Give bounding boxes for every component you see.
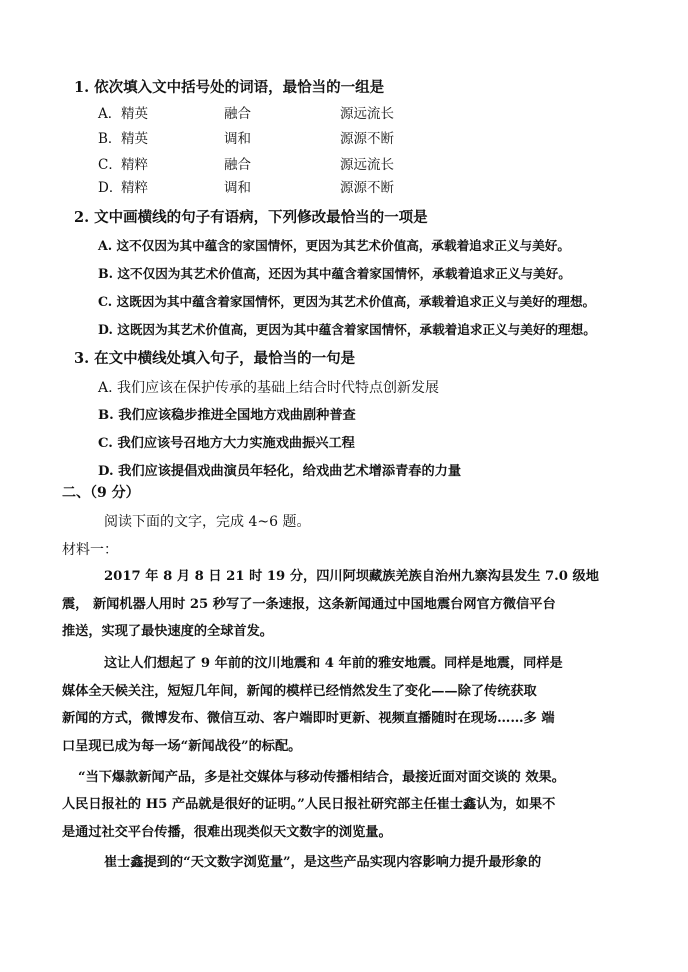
- q2-option-d: D. 这既因为其艺术价值高，更因为其中蕴含着家国情怀，承载着追求正义与美好的理想。: [98, 322, 596, 337]
- q3-option-b: B. 我们应该稳步推进全国地方戏曲剧种普查: [98, 408, 356, 423]
- section-heading: 二、（9 分）: [62, 485, 140, 501]
- q1-option-b-letter: B．: [98, 131, 122, 147]
- material-label: 材料一：: [62, 542, 118, 558]
- q1-option-b-word2: 调和: [224, 131, 251, 147]
- q1-option-a-word3: 源远流长: [340, 106, 394, 122]
- passage-line-5: 媒体全天候关注，短短几年间，新闻的模样已经悄然发生了变化——除了传统获取: [62, 684, 537, 699]
- q2-option-b: B. 这不仅因为其艺术价值高，还因为其中蕴含着家国情怀，承载着追求正义与美好。: [98, 266, 571, 281]
- q1-option-a-word1: 精英: [121, 106, 148, 122]
- q2-option-c: C. 这既因为其中蕴含着家国情怀，更因为其艺术价值高，承载着追求正义与美好的理想。: [98, 294, 596, 309]
- question-1-stem: 1. 依次填入文中括号处的词语，最恰当的一组是: [74, 79, 385, 96]
- passage-line-4: 这让人们想起了 9 年前的汶川地震和 4 年前的雅安地震。同样是地震，同样是: [104, 656, 563, 671]
- q2-option-a: A. 这不仅因为其中蕴含的家国情怀，更因为其艺术价值高，承载着追求正义与美好。: [98, 238, 570, 253]
- section-instruction: 阅读下面的文字，完成 4~6 题。: [104, 514, 311, 530]
- question-2-stem: 2. 文中画横线的句子有语病，下列修改最恰当的一项是: [74, 209, 428, 226]
- passage-line-7: 口呈现已成为每一场“新闻战役”的标配。: [62, 739, 302, 754]
- question-3-stem: 3. 在文中横线处填入句子，最恰当的一句是: [74, 350, 356, 367]
- q3-option-c: C. 我们应该号召地方大力实施戏曲振兴工程: [98, 436, 355, 451]
- q3-option-d: D. 我们应该提倡戏曲演员年轻化，给戏曲艺术增添青春的力量: [98, 464, 462, 479]
- passage-line-8: “当下爆款新闻产品，多是社交媒体与移动传播相结合，最接近面对面交谈的 效果。: [78, 770, 565, 785]
- q1-option-d-letter: D．: [98, 180, 123, 196]
- q1-option-a-word2: 融合: [224, 106, 251, 122]
- q1-option-d-word3: 源源不断: [340, 180, 394, 196]
- q1-option-c-letter: C．: [98, 157, 122, 173]
- passage-line-3: 推送，实现了最快速度的全球首发。: [62, 624, 273, 639]
- q3-option-a: A. 我们应该在保护传承的基础上结合时代特点创新发展: [98, 380, 440, 396]
- passage-line-11: 崔士鑫提到的“天文数字浏览量”，是这些产品实现内容影响力提升最形象的: [104, 855, 542, 870]
- q1-option-b-word1: 精英: [121, 131, 148, 147]
- passage-line-1: 2017 年 8 月 8 日 21 时 19 分，四川阿坝藏族羌族自治州九寨沟县发生 7.0 级地: [104, 569, 599, 584]
- q1-option-c-word3: 源远流长: [340, 157, 394, 173]
- passage-line-2: 震， 新闻机器人用时 25 秒写了一条速报，这条新闻通过中国地震台网官方微信平台: [62, 597, 556, 612]
- q1-option-b-word3: 源源不断: [340, 131, 394, 147]
- q1-option-d-word2: 调和: [224, 180, 251, 196]
- passage-line-10: 是通过社交平台传播，很难出现类似天文数字的浏览量。: [62, 825, 392, 840]
- q1-option-a-letter: A．: [98, 106, 122, 122]
- q1-option-d-word1: 精粹: [121, 180, 148, 196]
- q1-option-c-word2: 融合: [224, 157, 251, 173]
- passage-line-9: 人民日报社的 H5 产品就是很好的证明。”人民日报社研究部主任崔士鑫认为，如果不: [62, 797, 556, 812]
- q1-option-c-word1: 精粹: [121, 157, 148, 173]
- passage-line-6: 新闻的方式，微博发布、微信互动、客户端即时更新、视频直播随时在现场……多 端: [62, 711, 555, 726]
